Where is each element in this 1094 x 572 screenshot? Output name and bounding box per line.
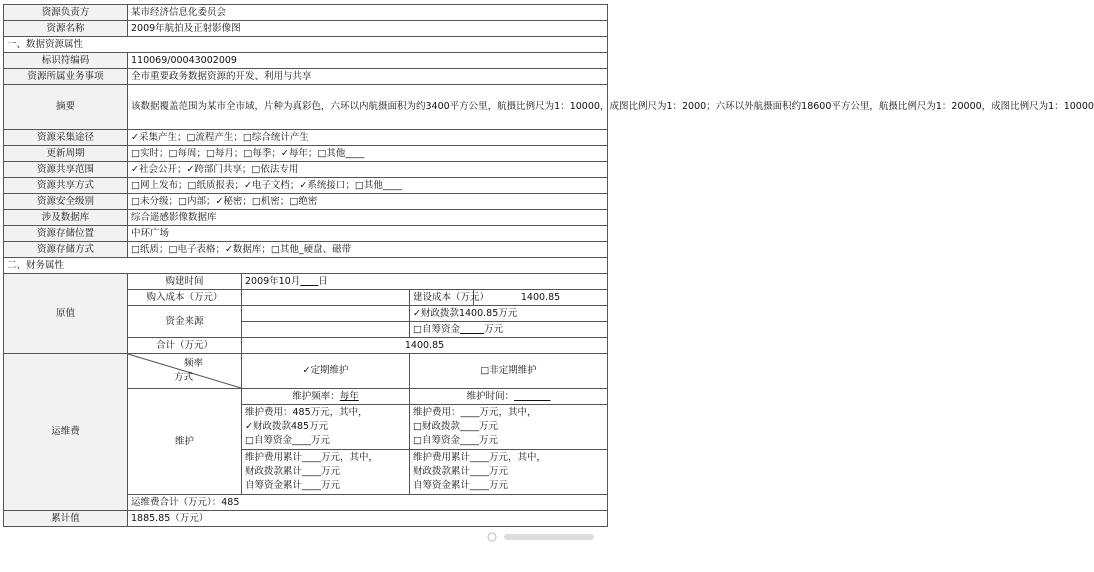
scope-value: ✓社会公开；✓跨部门共享；□依法专用: [128, 162, 608, 178]
scheduled-header: ✓定期维护: [242, 354, 410, 389]
unscheduled-time-label: 维护时间：: [466, 390, 515, 402]
method-label: 方式: [174, 372, 194, 383]
fund-blank: [242, 306, 410, 322]
original-total-value: 1400.85: [242, 338, 608, 354]
unscheduled-time: [410, 389, 608, 405]
storage-label: 资源存储方式: [4, 242, 128, 258]
cycle-value: [128, 146, 608, 162]
scheduled-freq-value: 每年: [339, 390, 359, 402]
name-label: 资源名称: [4, 21, 128, 37]
unscheduled-cost-line-1: 维护费用：____万元，其中，: [413, 407, 537, 418]
maintain-label: 维护: [128, 389, 242, 495]
frequency-method-cell: [128, 354, 242, 389]
resource-table: [3, 4, 1094, 527]
unscheduled-cum-line-2: 财政拨款累计____万元: [413, 466, 509, 477]
section2-title: 二、财务属性: [4, 258, 608, 274]
build-time-label: 购建时间: [128, 274, 242, 290]
watermark-logo: [486, 530, 606, 547]
unscheduled-cumulative: [410, 450, 608, 495]
unscheduled-cum-line-3: 自筹资金累计____万元: [413, 480, 509, 491]
collect-value: ✓采集产生；□流程产生；□综合统计产生: [128, 130, 608, 146]
scheduled-cost-line-1: 维护费用：485万元，其中，: [245, 407, 368, 418]
build-time-date: 2009年10月: [245, 275, 301, 287]
row-owner: [4, 5, 608, 21]
identifier-value: 110069/00043002009: [128, 53, 608, 69]
build-time-day: 日: [318, 275, 328, 287]
fund-self-unit: 万元: [484, 323, 504, 335]
mode-blank: ____: [382, 179, 402, 191]
cycle-label: 更新周期: [4, 146, 128, 162]
scheduled-cost: [242, 405, 410, 450]
location-value: 中环广场: [128, 226, 608, 242]
row-identifier: [4, 53, 608, 69]
purchase-cost-label: 购入成本（万元）: [128, 290, 242, 306]
row-name: [4, 21, 608, 37]
mode-value: [128, 178, 608, 194]
scheduled-cum-line-3: 自筹资金累计____万元: [245, 480, 341, 491]
security-value: □未分级；□内部；✓秘密；□机密；□绝密: [128, 194, 608, 210]
fund-source-label: 资金来源: [128, 306, 242, 338]
location-label: 资源存储位置: [4, 226, 128, 242]
summary-value: 该数据覆盖范围为某市全市域，片种为真彩色，六环以内航摄面积为约3400平方公里，航摄比例尺为1：10000，成图比例尺为1：2000；六环以外航摄面积约18600平方公里，航摄比例尺为1：20000，成图比例尺为1：10000: [128, 85, 608, 130]
accumulated-value: 1885.85（万元）: [128, 511, 608, 527]
maintenance-label: 运维费: [4, 354, 128, 511]
cycle-blank: ____: [345, 147, 365, 159]
row-accumulated: [4, 511, 608, 527]
collect-label: 资源采集途径: [4, 130, 128, 146]
fund-self: [410, 322, 608, 338]
row-location: [4, 226, 608, 242]
scope-label: 资源共享范围: [4, 162, 128, 178]
database-value: 综合遥感影像数据库: [128, 210, 608, 226]
row-collect: [4, 130, 608, 146]
database-label: 涉及数据库: [4, 210, 128, 226]
fund-fiscal: ✓财政拨款1400.85万元: [410, 306, 608, 322]
maintenance-total: 运维费合计（万元）：485: [128, 495, 608, 511]
owner-label: 资源负责方: [4, 5, 128, 21]
storage-value: □纸质；□电子表格；✓数据库；□其他_硬盘、磁带: [128, 242, 608, 258]
business-value: 全市重要政务数据资源的开发、利用与共享: [128, 69, 608, 85]
scheduled-cost-line-2: ✓财政拨款485万元: [245, 421, 329, 432]
mode-options: □网上发布；□纸质报表；✓电子文档；✓系统接口；□其他: [131, 179, 383, 191]
identifier-label: 标识符编码: [4, 53, 128, 69]
original-total-label: 合计（万元）: [128, 338, 242, 354]
row-maint-header: [4, 354, 608, 389]
fund-blank-2: [242, 322, 410, 338]
frequency-label: 频率: [183, 358, 203, 369]
row-summary: [4, 85, 608, 130]
mode-label: 资源共享方式: [4, 178, 128, 194]
row-security: [4, 194, 608, 210]
section1-title: 一、数据资源属性: [4, 37, 608, 53]
scheduled-cum-line-2: 财政拨款累计____万元: [245, 466, 341, 477]
scheduled-freq-label: 维护频率：: [292, 390, 340, 402]
row-cycle: [4, 146, 608, 162]
security-label: 资源安全级别: [4, 194, 128, 210]
section-data-attributes: [4, 37, 608, 53]
unscheduled-cum-line-1: 维护费用累计____万元，其中，: [413, 452, 547, 463]
unscheduled-cost-line-2: □财政拨款____万元: [413, 421, 498, 432]
summary-label: 摘要: [4, 85, 128, 130]
purchase-cost-value: [242, 290, 410, 306]
row-business: [4, 69, 608, 85]
cycle-options: □实时；□每周；□每月；□每季；✓每年；□其他: [131, 147, 346, 159]
row-build-time: [4, 274, 608, 290]
row-storage: [4, 242, 608, 258]
unscheduled-header: □非定期维护: [410, 354, 608, 389]
build-cost-value: 1400.85: [474, 290, 608, 306]
scheduled-freq: [242, 389, 410, 405]
row-mode: [4, 178, 608, 194]
owner-value: 某市经济信息化委员会: [128, 5, 608, 21]
scheduled-cost-line-3: □自筹资金____万元: [245, 435, 330, 446]
row-database: [4, 210, 608, 226]
unscheduled-cost-line-3: □自筹资金____万元: [413, 435, 498, 446]
scheduled-cumulative: [242, 450, 410, 495]
section-financial-attributes: [4, 258, 608, 274]
name-value: 2009年航拍及正射影像图: [128, 21, 608, 37]
row-scope: [4, 162, 608, 178]
business-label: 资源所属业务事项: [4, 69, 128, 85]
build-cost-label: 建设成本（万元）: [410, 290, 474, 306]
original-label: 原值: [4, 274, 128, 354]
accumulated-label: 累计值: [4, 511, 128, 527]
build-time-value: [242, 274, 608, 290]
fund-self-text: □自筹资金: [413, 323, 460, 335]
scheduled-cum-line-1: 维护费用累计____万元，其中，: [245, 452, 379, 463]
unscheduled-cost: [410, 405, 608, 450]
watermark-icon: [486, 530, 606, 544]
